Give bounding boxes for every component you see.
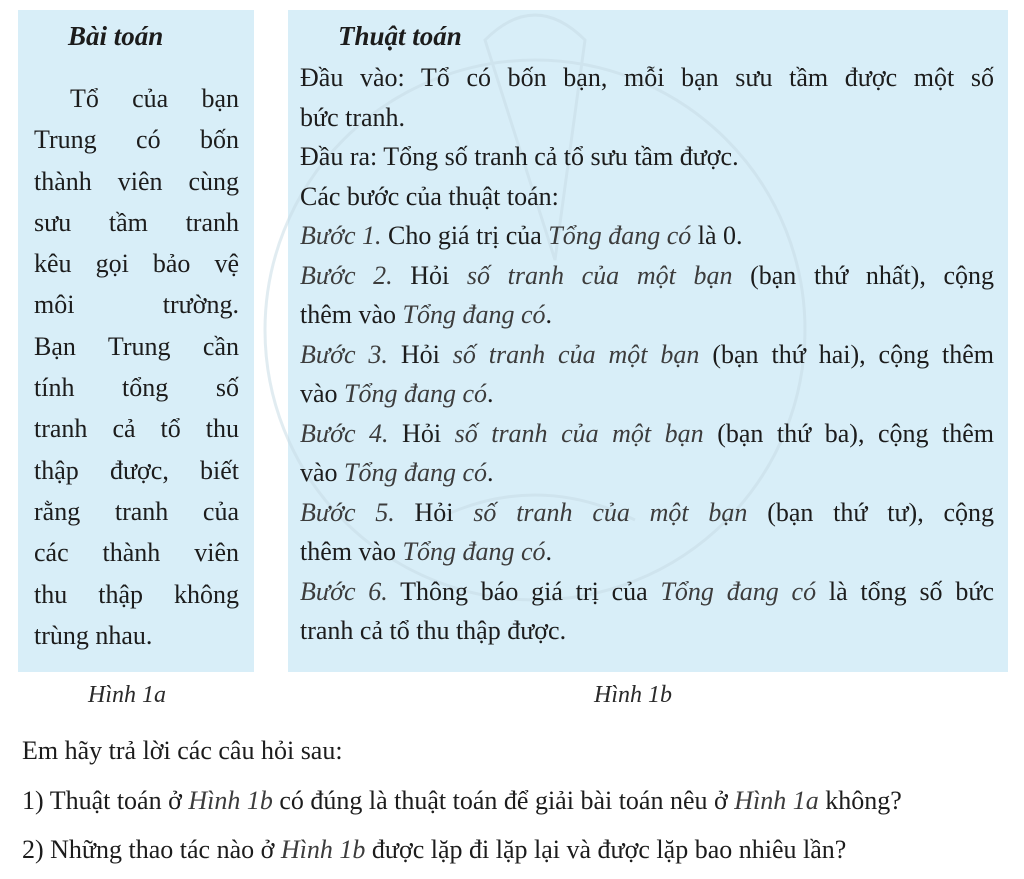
variable-name: Tổng đang có bbox=[344, 458, 488, 487]
step-text: là 0. bbox=[697, 221, 743, 250]
question-text: có đúng là thuật toán để giải bài toán nêu ở bbox=[279, 786, 728, 815]
problem-line: Bạn Trung cần bbox=[34, 331, 239, 361]
steps-heading: Các bước của thuật toán: bbox=[300, 181, 559, 211]
step-text: (bạn thứ nhất), cộng bbox=[750, 260, 995, 290]
step-5-cont bbox=[300, 532, 994, 572]
step-4 bbox=[300, 414, 994, 454]
figure-reference: Hình 1a bbox=[734, 786, 819, 815]
step-text: (bạn thứ hai), cộng thêm bbox=[712, 339, 995, 369]
question-text: không? bbox=[825, 786, 902, 815]
step-text: . bbox=[545, 537, 553, 566]
step-5 bbox=[300, 493, 994, 533]
step-text: . bbox=[487, 458, 494, 487]
variable-name: Tổng đang có bbox=[660, 576, 817, 606]
figure-caption-1a: Hình 1a bbox=[88, 682, 166, 708]
problem-line: thành viên cùng bbox=[34, 166, 239, 196]
step-text: Thông báo giá trị của bbox=[400, 576, 648, 606]
step-text: Hỏi bbox=[414, 497, 454, 527]
problem-line: tranh cả tổ thu bbox=[34, 414, 239, 444]
step-text: Hỏi bbox=[402, 418, 442, 448]
step-text: . bbox=[487, 379, 494, 408]
ask-phrase: số tranh của một bạn bbox=[466, 260, 733, 290]
problem-line: môi trường. bbox=[34, 290, 239, 320]
figure-caption-1b: Hình 1b bbox=[594, 682, 672, 708]
algorithm-heading: Thuật toán bbox=[338, 21, 462, 51]
questions-intro: Em hãy trả lời các câu hỏi sau: bbox=[22, 736, 343, 765]
algorithm-input-cont: bức tranh. bbox=[300, 102, 406, 132]
algorithm-text bbox=[300, 58, 994, 651]
step-label: Bước 3. bbox=[300, 339, 388, 369]
question-1 bbox=[22, 786, 902, 816]
step-2-cont bbox=[300, 295, 994, 335]
algorithm-output: Đầu ra: Tổng số tranh cả tổ sưu tầm được. bbox=[300, 142, 739, 171]
step-text: . bbox=[545, 300, 553, 329]
step-text: thêm vào bbox=[300, 537, 397, 566]
problem-line: thu thập không bbox=[34, 579, 239, 609]
algorithm-input: Đầu vào: Tổ có bốn bạn, mỗi bạn sưu tầm được một số bbox=[300, 63, 994, 92]
step-text: (bạn thứ tư), cộng bbox=[767, 497, 995, 527]
step-label: Bước 2. bbox=[300, 260, 393, 290]
ask-phrase: số tranh của một bạn bbox=[454, 418, 704, 448]
step-4-cont bbox=[300, 453, 994, 493]
step-text: vào bbox=[300, 379, 338, 408]
problem-heading: Bài toán bbox=[68, 21, 164, 51]
problem-line: tính tổng số bbox=[34, 373, 239, 403]
problem-line: kêu gọi bảo vệ bbox=[34, 249, 239, 279]
problem-line: Trung có bốn bbox=[34, 125, 239, 155]
question-text: được lặp đi lặp lại và được lặp bao nhiêu lần? bbox=[371, 835, 847, 864]
variable-name: Tổng đang có bbox=[344, 379, 488, 408]
step-3 bbox=[300, 335, 994, 375]
problem-line: Tổ của bạn bbox=[70, 84, 239, 113]
step-text: Cho giá trị của bbox=[387, 221, 542, 250]
step-text: (bạn thứ ba), cộng thêm bbox=[717, 418, 995, 448]
step-6 bbox=[300, 572, 994, 612]
step-text: là tổng số bức bbox=[828, 576, 994, 606]
variable-name: Tổng đang có bbox=[402, 300, 546, 329]
problem-line: thập được, biết bbox=[34, 455, 239, 485]
step-label: Bước 4. bbox=[300, 418, 389, 448]
problem-line: các thành viên bbox=[34, 538, 239, 568]
step-label: Bước 6. bbox=[300, 576, 388, 606]
step-text: Hỏi bbox=[410, 260, 450, 290]
step-label: Bước 5. bbox=[300, 497, 395, 527]
figure-reference: Hình 1b bbox=[280, 835, 366, 864]
problem-text bbox=[34, 78, 239, 656]
problem-line: trùng nhau. bbox=[34, 620, 153, 650]
problem-line: rằng tranh của bbox=[34, 496, 239, 526]
step-3-cont bbox=[300, 374, 994, 414]
ask-phrase: số tranh của một bạn bbox=[452, 339, 700, 369]
question-2 bbox=[22, 835, 846, 865]
step-1 bbox=[300, 216, 994, 256]
step-label: Bước 1. bbox=[300, 221, 382, 250]
step-2 bbox=[300, 256, 994, 296]
figure-reference: Hình 1b bbox=[188, 786, 273, 815]
step-text: thêm vào bbox=[300, 300, 397, 329]
variable-name: Tổng đang có bbox=[402, 537, 546, 566]
step-text: Hỏi bbox=[400, 339, 440, 369]
step-6-cont: tranh cả tổ thu thập được. bbox=[300, 616, 567, 645]
variable-name: Tổng đang có bbox=[548, 221, 692, 250]
problem-line: sưu tầm tranh bbox=[34, 207, 239, 237]
ask-phrase: số tranh của một bạn bbox=[473, 497, 748, 527]
question-text: 2) Những thao tác nào ở bbox=[22, 835, 275, 864]
question-text: 1) Thuật toán ở bbox=[22, 786, 182, 815]
step-text: vào bbox=[300, 458, 338, 487]
